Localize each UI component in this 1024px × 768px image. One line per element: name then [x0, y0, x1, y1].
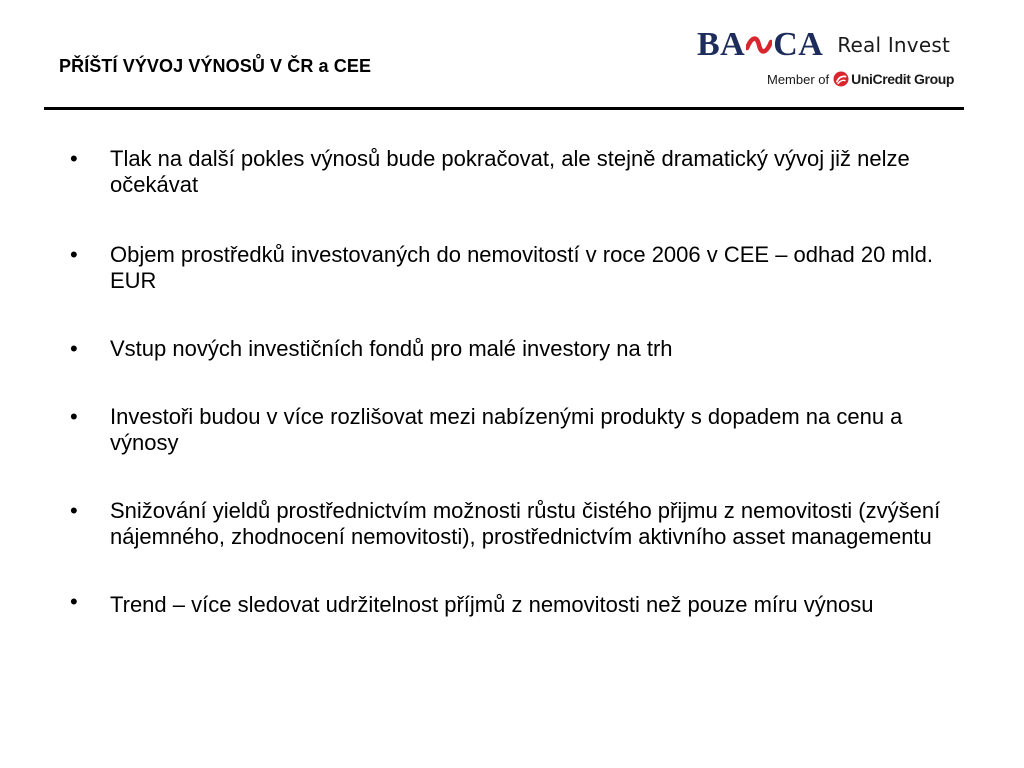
bullet-item	[70, 404, 970, 456]
logo-wordmark	[697, 26, 950, 64]
bullet-text: Tlak na další pokles výnosů bude pokračovat, ale stejně dramatický vývoj již nelze očekávat	[110, 146, 910, 197]
bullet-marker: •	[70, 498, 78, 523]
bullet-text: Objem prostředků investovaných do nemovitostí v roce 2006 v CEE – odhad 20 mld. EUR	[110, 242, 933, 293]
bullet-item	[70, 498, 970, 550]
logo-brand-left: BA	[697, 26, 746, 63]
unicredit-group-name: UniCredit Group	[851, 71, 955, 87]
bullet-marker: •	[70, 242, 78, 267]
logo-member-line	[767, 70, 954, 88]
bullet-text: Vstup nových investičních fondů pro malé investory na trh	[110, 336, 673, 361]
swoosh-icon	[746, 26, 772, 64]
bullet-text: Investoři budou v více rozlišovat mezi nabízenými produkty s dopadem na cenu a výnosy	[110, 404, 903, 455]
bullet-item	[70, 242, 970, 294]
bullet-marker: •	[70, 146, 78, 171]
bullet-text: Snižování yieldů prostřednictvím možnosti růstu čistého přijmu z nemovitosti (zvýšení nájemného, zhodnocení nemovitosti), prostřednictvím aktivního asset managementu	[110, 498, 941, 549]
bullet-text: Trend – více sledovat udržitelnost příjmů z nemovitosti než pouze míru výnosu	[110, 592, 874, 617]
unicredit-icon	[833, 71, 849, 87]
bullet-marker: •	[70, 589, 78, 614]
bullet-marker: •	[70, 404, 78, 429]
bullet-item	[70, 336, 970, 362]
bank-austria-logo	[697, 26, 967, 92]
member-of-label: Member of	[767, 71, 830, 87]
bullet-marker: •	[70, 336, 78, 361]
bullet-item	[70, 146, 970, 198]
bullet-item	[70, 589, 970, 620]
bullet-list	[70, 146, 970, 620]
slide-title: PŘÍŠTÍ VÝVOJ VÝNOSŮ V ČR a CEE	[59, 56, 372, 76]
logo-real-invest: Real Invest	[837, 33, 950, 57]
header-divider	[44, 107, 964, 110]
logo-brand-right: CA	[773, 26, 824, 63]
